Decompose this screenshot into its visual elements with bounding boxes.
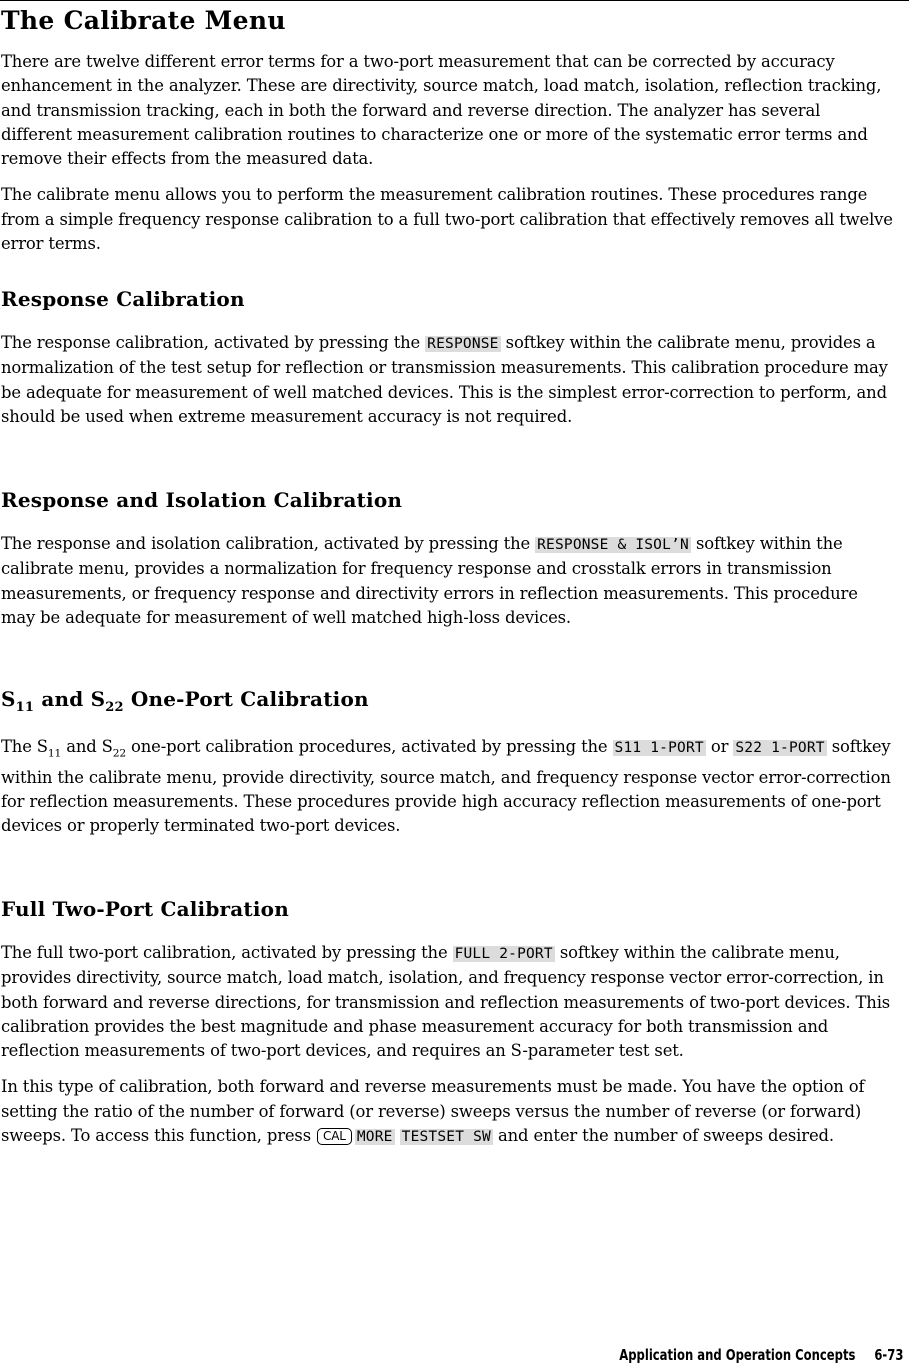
sweep-text-post: and enter the number of sweeps desired. — [492, 1126, 834, 1146]
heading-sub-22: 22 — [105, 700, 124, 715]
full-two-port-text-pre: The full two-port calibration, activated by pressing the — [1, 943, 453, 962]
cal-hardkey[interactable]: CAL — [317, 1128, 352, 1145]
response-isolation-text-pre: The response and isolation calibration, activated by pressing the — [1, 534, 536, 553]
footer-section-title: Application and Operation Concepts — [618, 1346, 856, 1364]
section-heading-response-isolation: Response and Isolation Calibration — [1, 488, 403, 512]
response-text-post: softkey within the calibrate menu, provides a normalization of the test setup for reflection or transmission measurements. This calibration procedure may be adequate for measurement of well matched devices. This is the simplest error-correction to perform, and should be used when extreme measurement accuracy is not required. — [1, 333, 888, 426]
one-port-section — [1, 687, 896, 838]
more-softkey[interactable]: MORE — [356, 1129, 393, 1146]
full-two-port-section — [1, 897, 896, 1149]
full-two-port-paragraph-2 — [1, 1075, 896, 1149]
one-port-text-2: and S — [61, 737, 113, 756]
top-rule — [0, 0, 909, 1]
one-port-text-5: softkey within the calibrate menu, provide directivity, source match, and frequency response vector error-correction for reflection measurements. These procedures provide high accuracy reflection measurements of one-port devices or properly terminated two-port devices. — [1, 737, 891, 836]
full-two-port-paragraph-1 — [1, 941, 896, 1063]
intro-section — [1, 50, 896, 256]
heading-and-s: and S — [34, 687, 106, 711]
one-port-text-1: The S — [1, 737, 48, 756]
full-2-port-softkey[interactable]: FULL 2-PORT — [454, 946, 553, 962]
one-port-text-3: one-port calibration procedures, activated by pressing the — [126, 737, 613, 756]
one-port-sub-11: 11 — [47, 746, 62, 760]
response-isolation-section — [1, 488, 896, 630]
s22-1-port-softkey[interactable]: S22 1-PORT — [735, 740, 825, 756]
section-heading-response: Response Calibration — [1, 287, 245, 311]
one-port-paragraph — [1, 735, 896, 838]
footer-page-number: 6-73 — [873, 1346, 903, 1364]
section-heading-one-port — [1, 687, 896, 715]
one-port-sub-22: 22 — [112, 746, 126, 760]
response-text-pre: The response calibration, activated by pressing the — [1, 333, 426, 352]
response-isolation-text-post: softkey within the calibrate menu, provides a normalization for frequency response and crosstalk errors in transmission measurements, or frequency response and directivity errors in reflection measurements. This procedure may be adequate for measurement of well matched high-loss devices. — [1, 534, 858, 627]
response-isolation-paragraph — [1, 532, 896, 630]
intro-paragraph-1: There are twelve different error terms for a two-port measurement that can be corrected by accuracy enhancement in the analyzer. These are directivity, source match, load match, isolation, reflection tracking, and transmission tracking, each in both the forward and reverse direction. The analyzer has several different measurement calibration routines to characterize one or more of the systematic error terms and remove their effects from the measured data. — [1, 52, 882, 169]
response-calibration-section — [1, 287, 896, 429]
response-paragraph — [1, 331, 896, 429]
heading-rest: One-Port Calibration — [123, 687, 369, 711]
full-two-port-text-post: softkey within the calibrate menu, provides directivity, source match, load match, isolation, and frequency response vector error-correction, in both forward and reverse directions, for transmission and reflection measurements of two-port devices. This calibration provides the best magnitude and phase measurement accuracy for both transmission and reflection measurements of two-port devices, and requires an S-parameter test set. — [1, 943, 891, 1061]
page-title: The Calibrate Menu — [1, 6, 286, 35]
response-softkey[interactable]: RESPONSE — [427, 336, 499, 352]
heading-s: S — [1, 687, 16, 711]
s11-1-port-softkey[interactable]: S11 1-PORT — [614, 740, 704, 756]
page-footer — [619, 1346, 903, 1364]
response-isolation-softkey[interactable]: RESPONSE & ISOL’N — [537, 537, 689, 553]
sweep-text-pre: In this type of calibration, both forward and reverse measurements must be made. You have the option of setting the ratio of the number of forward (or reverse) sweeps versus the number of reverse (or forward) sweeps. To access this function, press — [1, 1077, 865, 1146]
testset-sw-softkey[interactable]: TESTSET SW — [401, 1129, 491, 1146]
intro-paragraph-2: The calibrate menu allows you to perform the measurement calibration routines. These procedures range from a simple frequency response calibration to a full two-port calibration that effectively removes all twelve error terms. — [1, 185, 893, 254]
heading-sub-11: 11 — [15, 700, 35, 715]
one-port-text-4: or — [705, 737, 734, 756]
section-heading-full-two-port: Full Two-Port Calibration — [1, 897, 289, 921]
